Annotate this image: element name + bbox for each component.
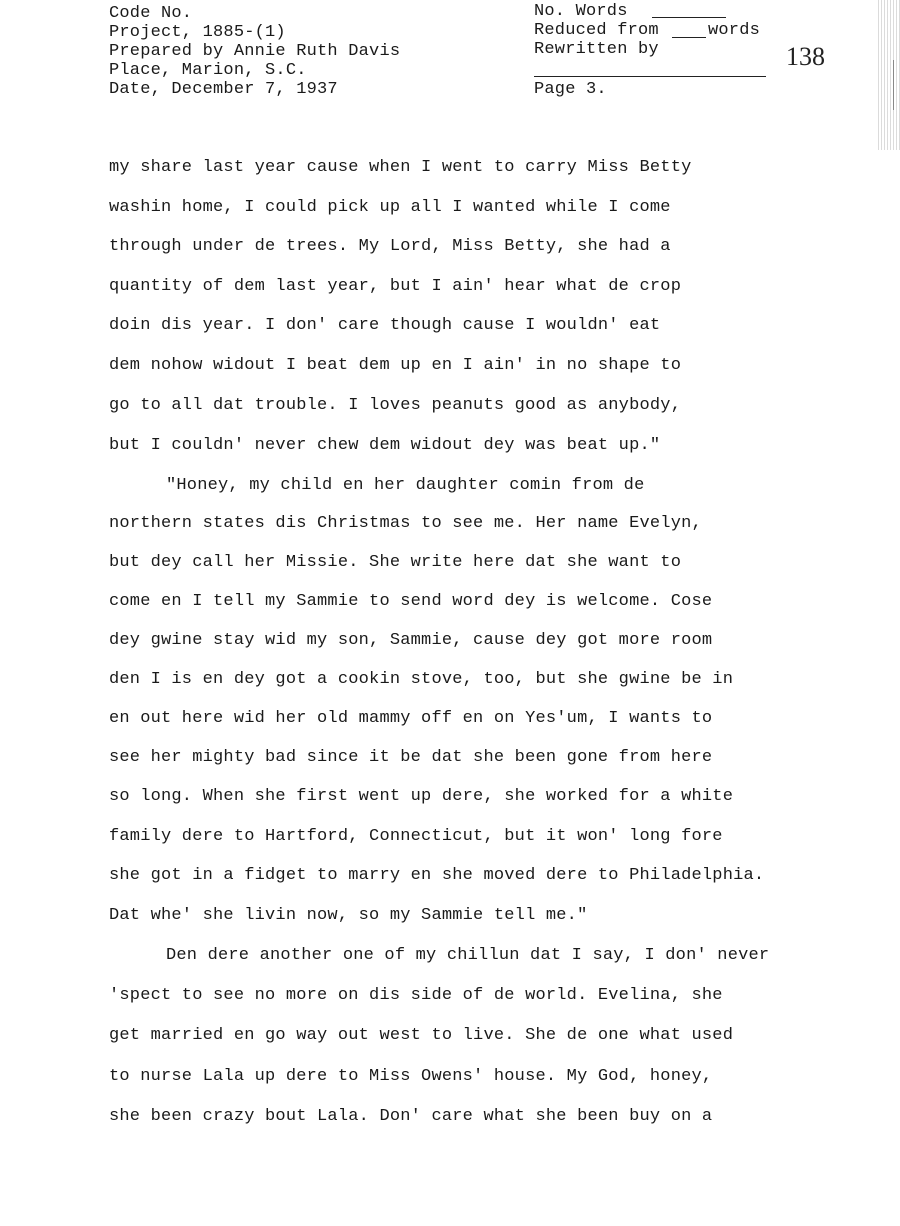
- text-line: see her mighty bad since it be dat she been gone from here: [109, 748, 713, 767]
- text-line: Dat whe' she livin now, so my Sammie tell me.": [109, 906, 588, 925]
- rewritten-by: Rewritten by: [534, 40, 659, 59]
- text-line: family dere to Hartford, Connecticut, but it won' long fore: [109, 827, 723, 846]
- prepared-by: Prepared by Annie Ruth Davis: [109, 42, 401, 61]
- text-line: but dey call her Missie. She write here dat she want to: [109, 553, 682, 572]
- text-line: Den dere another one of my chillun dat I say, I don' never: [166, 946, 770, 965]
- reduced-words-suffix: words: [708, 21, 761, 40]
- text-line: washin home, I could pick up all I wanted while I come: [109, 198, 671, 217]
- stamped-page-number: 138: [786, 42, 825, 71]
- text-line: en out here wid her old mammy off en on Yes'um, I wants to: [109, 709, 713, 728]
- text-line: come en I tell my Sammie to send word dey is welcome. Cose: [109, 592, 713, 611]
- text-line: so long. When she first went up dere, she worked for a white: [109, 787, 734, 806]
- text-line: through under de trees. My Lord, Miss Betty, she had a: [109, 237, 671, 256]
- reduced-blank-line: [672, 37, 706, 38]
- page-edge-marks: [878, 0, 900, 150]
- text-line: den I is en dey got a cookin stove, too, but she gwine be in: [109, 670, 734, 689]
- rewritten-blank-line: [534, 76, 766, 77]
- page-edge-line: [893, 60, 894, 110]
- text-line: my share last year cause when I went to carry Miss Betty: [109, 158, 692, 177]
- place: Place, Marion, S.C.: [109, 61, 307, 80]
- text-line: but I couldn' never chew dem widout dey was beat up.": [109, 436, 661, 455]
- date: Date, December 7, 1937: [109, 80, 338, 99]
- text-line: she been crazy bout Lala. Don' care what she been buy on a: [109, 1107, 713, 1126]
- text-line: dem nohow widout I beat dem up en I ain' in no shape to: [109, 356, 682, 375]
- text-line: dey gwine stay wid my son, Sammie, cause dey got more room: [109, 631, 713, 650]
- words-blank-line: [652, 17, 726, 18]
- text-line: doin dis year. I don' care though cause I wouldn' eat: [109, 316, 661, 335]
- project-number: Project, 1885-(1): [109, 23, 286, 42]
- text-line: quantity of dem last year, but I ain' hear what de crop: [109, 277, 682, 296]
- text-line: to nurse Lala up dere to Miss Owens' house. My God, honey,: [109, 1067, 713, 1086]
- text-line: get married en go way out west to live. She de one what used: [109, 1026, 734, 1045]
- text-line: go to all dat trouble. I loves peanuts good as anybody,: [109, 396, 682, 415]
- number-of-words: No. Words: [534, 2, 628, 21]
- text-line: northern states dis Christmas to see me. Her name Evelyn,: [109, 514, 702, 533]
- text-line: "Honey, my child en her daughter comin from de: [166, 476, 645, 495]
- page-label: Page 3.: [534, 80, 607, 99]
- reduced-from: Reduced from: [534, 21, 659, 40]
- code-number: Code No.: [109, 4, 193, 23]
- text-line: she got in a fidget to marry en she moved dere to Philadelphia.: [109, 866, 765, 885]
- text-line: 'spect to see no more on dis side of de world. Evelina, she: [109, 986, 723, 1005]
